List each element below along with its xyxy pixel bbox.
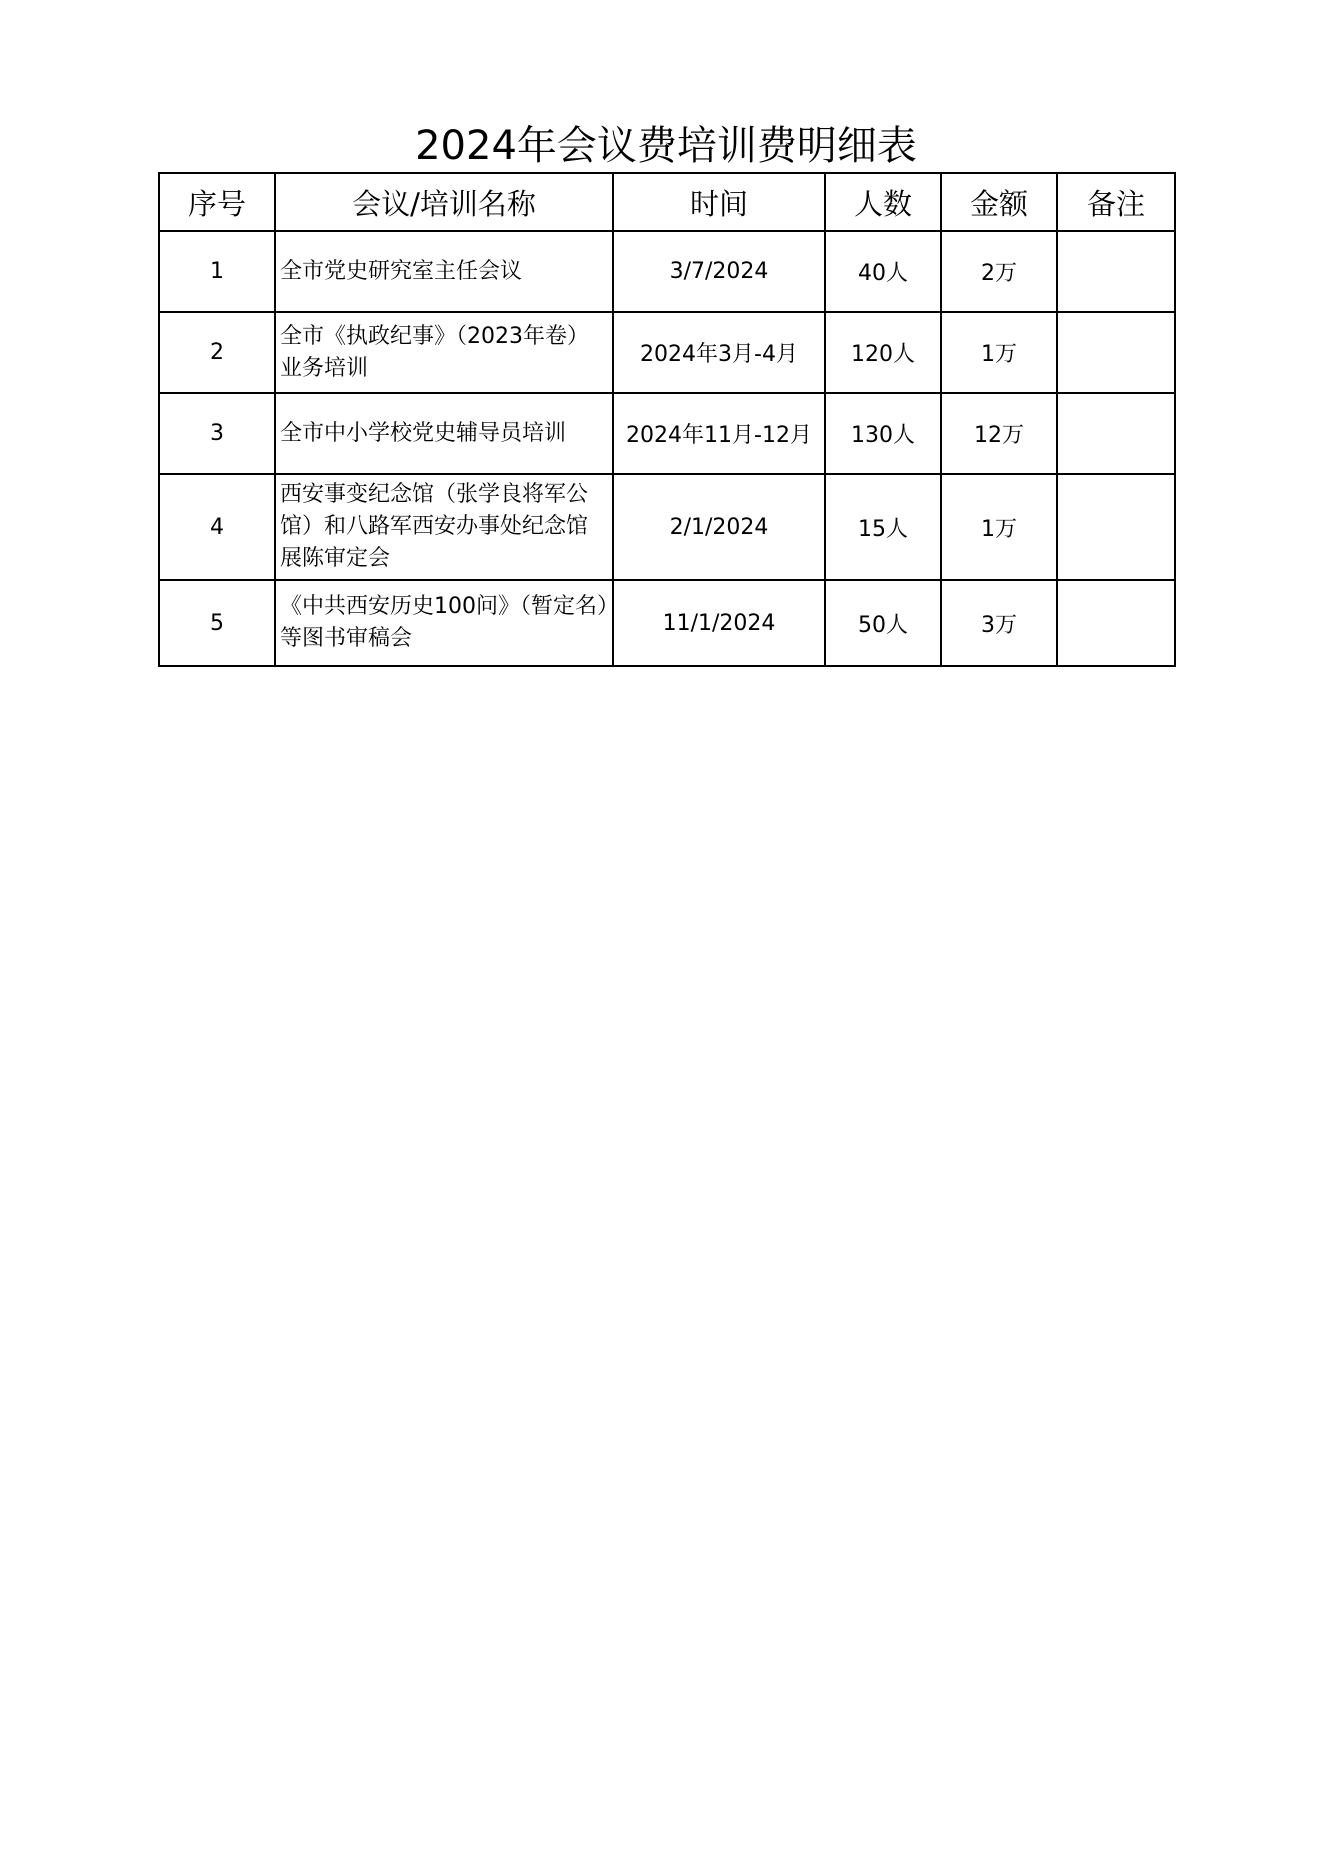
cell-seq: 5 bbox=[159, 580, 275, 666]
cell-amount: 12万 bbox=[941, 393, 1057, 474]
expense-detail-table bbox=[158, 172, 1176, 667]
table-row bbox=[159, 393, 1175, 474]
header-people: 人数 bbox=[825, 173, 941, 231]
cell-remark bbox=[1057, 474, 1175, 580]
cell-seq: 3 bbox=[159, 393, 275, 474]
cell-remark bbox=[1057, 393, 1175, 474]
cell-remark bbox=[1057, 312, 1175, 393]
header-remark: 备注 bbox=[1057, 173, 1175, 231]
cell-amount: 1万 bbox=[941, 474, 1057, 580]
cell-name: 全市中小学校党史辅导员培训 bbox=[275, 393, 613, 474]
cell-amount: 2万 bbox=[941, 231, 1057, 312]
cell-name: 全市党史研究室主任会议 bbox=[275, 231, 613, 312]
cell-time: 2024年11月-12月 bbox=[613, 393, 825, 474]
header-time: 时间 bbox=[613, 173, 825, 231]
cell-name: 西安事变纪念馆（张学良将军公馆）和八路军西安办事处纪念馆展陈审定会 bbox=[275, 474, 613, 580]
cell-people: 15人 bbox=[825, 474, 941, 580]
cell-people: 130人 bbox=[825, 393, 941, 474]
page-title: 2024年会议费培训费明细表 bbox=[415, 123, 917, 169]
cell-seq: 4 bbox=[159, 474, 275, 580]
table-row bbox=[159, 474, 1175, 580]
cell-time: 2/1/2024 bbox=[613, 474, 825, 580]
cell-amount: 1万 bbox=[941, 312, 1057, 393]
header-amount: 金额 bbox=[941, 173, 1057, 231]
table-row bbox=[159, 580, 1175, 666]
header-name: 会议/培训名称 bbox=[275, 173, 613, 231]
cell-seq: 2 bbox=[159, 312, 275, 393]
cell-time: 2024年3月-4月 bbox=[613, 312, 825, 393]
table-row bbox=[159, 312, 1175, 393]
cell-seq: 1 bbox=[159, 231, 275, 312]
cell-name: 全市《执政纪事》（2023年卷）业务培训 bbox=[275, 312, 613, 393]
cell-time: 11/1/2024 bbox=[613, 580, 825, 666]
cell-remark bbox=[1057, 231, 1175, 312]
cell-people: 40人 bbox=[825, 231, 941, 312]
cell-amount: 3万 bbox=[941, 580, 1057, 666]
cell-name: 《中共西安历史100问》（暂定名）等图书审稿会 bbox=[275, 580, 613, 666]
table-row bbox=[159, 231, 1175, 312]
cell-remark bbox=[1057, 580, 1175, 666]
table-header-row bbox=[159, 173, 1175, 231]
cell-people: 50人 bbox=[825, 580, 941, 666]
header-seq: 序号 bbox=[159, 173, 275, 231]
cell-people: 120人 bbox=[825, 312, 941, 393]
cell-time: 3/7/2024 bbox=[613, 231, 825, 312]
